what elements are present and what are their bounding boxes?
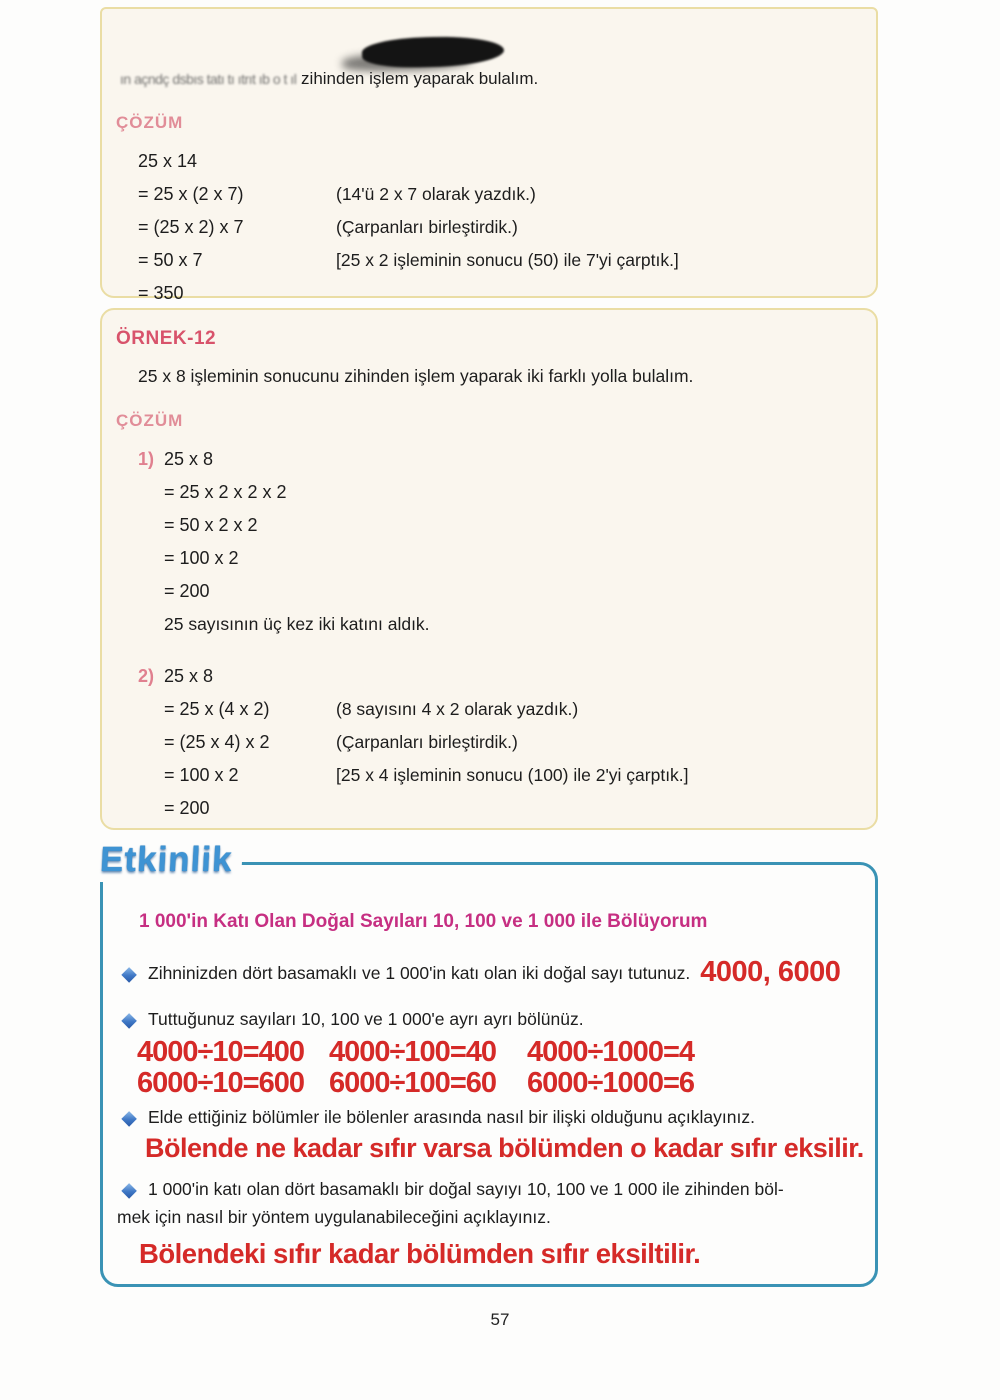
diamond-bullet-icon [121, 1111, 137, 1127]
method-1-steps [164, 482, 852, 614]
method-2-steps [116, 699, 852, 831]
equation-row [164, 732, 852, 765]
garbled-showthrough-text: ın açndç dsbıs tatı tı ıtrıt ıb o t ıl [120, 71, 297, 87]
solution-box-1 [100, 7, 878, 303]
page-number: 57 [490, 1310, 510, 1329]
equation: = (25 x 4) x 2 [164, 732, 270, 752]
method-2-expression: 25 x 8 [164, 666, 214, 686]
division-answer: 6000÷10=600 [137, 1066, 305, 1099]
method-1-expression: 25 x 8 [164, 449, 214, 469]
equation-row [138, 250, 852, 283]
activity-section [99, 840, 878, 1287]
bullet-text [148, 951, 840, 990]
equation-row [164, 765, 852, 798]
equation-row [164, 798, 852, 831]
equation: = (25 x 2) x 7 [138, 217, 244, 237]
equation: = 100 x 2 [164, 765, 239, 785]
equation-note: [25 x 4 işleminin sonucu (100) ile 2'yi çarptık.] [336, 765, 689, 785]
equation-row [138, 151, 852, 184]
equation-row [164, 699, 852, 732]
activity-title: 1 000'in Katı Olan Doğal Sayıları 10, 100 ve 1 000 ile Bölüyorum [139, 911, 708, 932]
bullet-1-text: Zihninizden dört basamaklı ve 1 000'in katı olan iki doğal sayı tutunuz. [148, 963, 691, 983]
handwritten-division-answers [137, 1035, 855, 1099]
bullet-4-line1: 1 000'in katı olan dört basamaklı bir doğal sayıyı 10, 100 ve 1 000 ile zihinden böl- [148, 1179, 784, 1200]
equation: = 25 x (4 x 2) [164, 699, 270, 719]
intro-text: zihinden işlem yaparak bulalım. [301, 69, 539, 88]
division-answer: 4000÷100=40 [329, 1035, 497, 1068]
example-problem-text: 25 x 8 işleminin sonucunu zihinden işlem yaparak iki farklı yolla bulalım. [138, 366, 694, 386]
equation: = 350 [138, 283, 184, 303]
equation-note: (Çarpanları birleştirdik.) [336, 217, 518, 237]
division-answer: 4000÷1000=4 [527, 1035, 695, 1068]
etkinlik-logo: Etkinlik [97, 840, 244, 882]
solution-steps-1 [116, 151, 852, 316]
division-answer: 6000÷100=60 [329, 1066, 497, 1099]
method-1-note: 25 sayısının üç kez iki katını aldık. [164, 614, 430, 634]
method-1-head [138, 449, 852, 482]
cozum-heading-2: ÇÖZÜM [116, 411, 184, 430]
equation: = 50 x 2 x 2 [164, 515, 258, 535]
bullet-3-text: Elde ettiğiniz bölümler ile bölenler arasında nasıl bir ilişki olduğunu açıklayınız. [148, 1106, 755, 1127]
equation: = 25 x 2 x 2 x 2 [164, 482, 287, 502]
example-12-box [100, 308, 878, 830]
division-answer: 6000÷1000=6 [527, 1066, 695, 1099]
equation-note: (8 sayısını 4 x 2 olarak yazdık.) [336, 699, 579, 719]
activity-bullet-1 [123, 951, 855, 990]
equation: 25 x 14 [138, 151, 198, 171]
equation-note: (Çarpanları birleştirdik.) [336, 732, 518, 752]
equation: = 200 [164, 798, 210, 818]
activity-bullet-4 [123, 1178, 855, 1202]
activity-bullet-2 [123, 1008, 855, 1032]
method-2-head [138, 666, 852, 699]
ink-smudge-blob [362, 35, 505, 69]
bullet-2-text: Tuttuğunuz sayıları 10, 100 ve 1 000'e ayrı ayrı bölünüz. [148, 1009, 584, 1030]
cozum-heading-1: ÇÖZÜM [116, 113, 184, 132]
equation-note: [25 x 2 işleminin sonucu (50) ile 7'yi çarptık.] [336, 250, 679, 270]
handwritten-answer-relation: Bölende ne kadar sıfır varsa bölümden o kadar sıfır eksilir. [145, 1133, 864, 1164]
handwritten-answer-method: Bölendeki sıfır kadar bölümden sıfır eksiltilir. [139, 1237, 701, 1269]
page-content [100, 0, 878, 1287]
method-1 [116, 449, 852, 635]
activity-bullet-3 [123, 1106, 855, 1130]
equation: = 100 x 2 [164, 548, 239, 568]
method-1-marker: 1) [138, 449, 155, 469]
handwritten-answer-numbers: 4000, 6000 [700, 956, 841, 988]
method-2-marker: 2) [138, 666, 155, 686]
activity-box [100, 862, 878, 1287]
method-2 [116, 666, 852, 831]
diamond-bullet-icon [121, 1013, 137, 1029]
equation-note: (14'ü 2 x 7 olarak yazdık.) [336, 184, 536, 204]
equation: = 50 x 7 [138, 250, 203, 270]
division-answer: 4000÷10=400 [137, 1035, 305, 1068]
equation: = 200 [164, 581, 210, 601]
equation-row [138, 184, 852, 217]
diamond-bullet-icon [121, 967, 137, 983]
equation: = 25 x (2 x 7) [138, 184, 244, 204]
bullet-4-line2: mek için nasıl bir yöntem uygulanabileceğini açıklayınız. [117, 1207, 551, 1228]
ornek-12-heading: ÖRNEK-12 [116, 328, 217, 349]
intro-line [120, 69, 852, 89]
equation-row [138, 217, 852, 250]
diamond-bullet-icon [121, 1184, 137, 1200]
